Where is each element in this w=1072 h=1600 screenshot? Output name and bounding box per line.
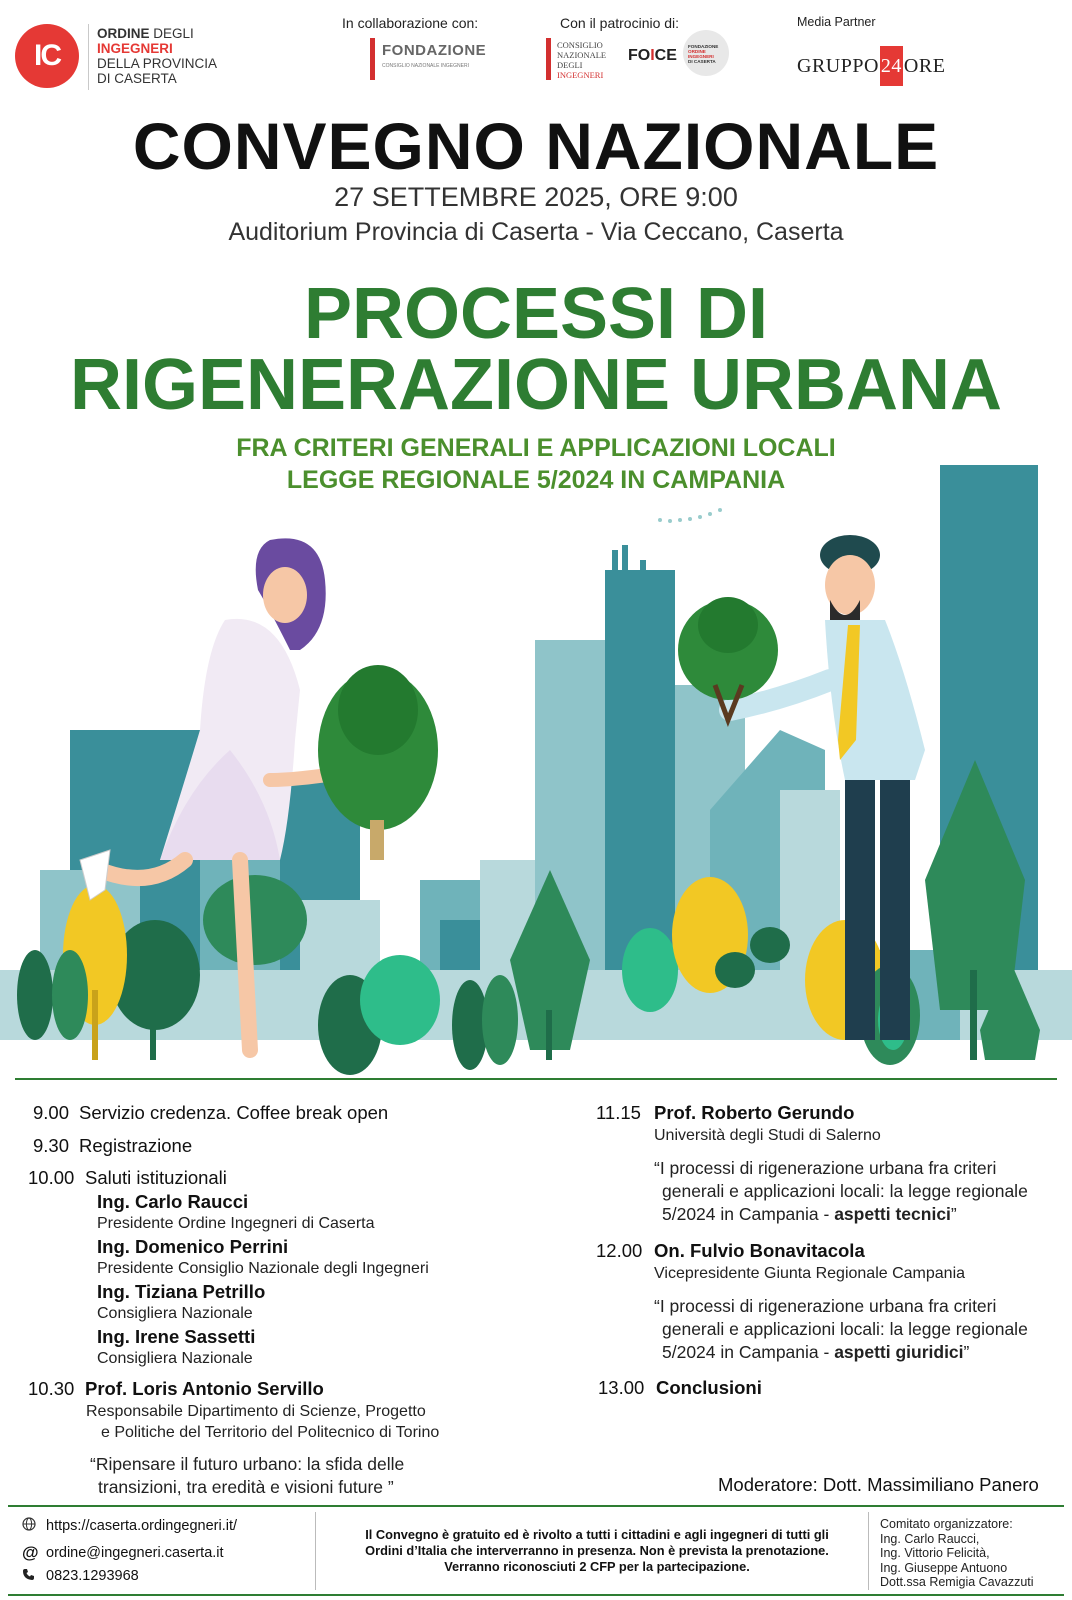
- event-type-title: CONVEGNO NAZIONALE: [132, 109, 940, 183]
- talk-title: 5/2024 in Campania - aspetti giuridici”: [662, 1342, 970, 1362]
- time-slot: 9.00: [33, 1102, 70, 1123]
- org-name: ORDINE DEGLI INGEGNERI DELLA PROVINCIA DI CASERTA: [97, 26, 218, 86]
- speaker-role: e Politiche del Territorio del Politecnico di Torino: [101, 1424, 440, 1441]
- talk-title: transizioni, tra eredità e visioni future ”: [98, 1477, 394, 1497]
- speaker-name: Prof. Roberto Gerundo: [654, 1102, 855, 1123]
- program-item: Conclusioni: [656, 1377, 762, 1398]
- organizing-committee: Comitato organizzatore: Ing. Carlo Raucci, Ing. Vittorio Felicità, Ing. Giuseppe Antuono Dott.ssa Remigia Cavazzuti: [880, 1517, 1034, 1589]
- participation-note: Il Convegno è gratuito ed è rivolto a tutti i cittadini e agli ingegneri di tutti gli Ordini d’Italia che interverranno in presenza. Non è prevista la prenotazione. Verranno riconosciuti 2 CFP per la partecipazione.: [365, 1527, 829, 1574]
- time-slot: 9.30: [33, 1135, 70, 1156]
- ground-line: [15, 1078, 1057, 1080]
- talk-title: generali e applicazioni locali: la legge regionale: [662, 1319, 1028, 1339]
- speaker-name: On. Fulvio Bonavitacola: [654, 1240, 865, 1261]
- phone-link[interactable]: 0823.1293968: [22, 1568, 139, 1584]
- speaker-role: Consigliera Nazionale: [97, 1350, 253, 1367]
- email-link[interactable]: @ ordine@ingegneri.caserta.it: [22, 1543, 224, 1562]
- subtitle-line1: FRA CRITERI GENERALI E APPLICAZIONI LOCALI: [236, 434, 836, 462]
- talk-title: generali e applicazioni locali: la legge regionale: [662, 1181, 1028, 1201]
- ic-logo: IC: [15, 24, 79, 88]
- phone-icon: [22, 1568, 40, 1584]
- time-slot: 10.30: [28, 1378, 75, 1399]
- media-partner-label: Media Partner: [797, 15, 876, 29]
- headline-line1: PROCESSI DI: [303, 274, 769, 354]
- website-link[interactable]: https://caserta.ordingegneri.it/: [22, 1517, 237, 1534]
- footer-top-rule: [8, 1505, 1064, 1507]
- program-item: Registrazione: [79, 1135, 193, 1156]
- at-icon: @: [22, 1543, 39, 1562]
- gruppo24ore-logo: GRUPPO 24 ORE: [797, 46, 945, 86]
- collab-label: In collaborazione con:: [342, 15, 479, 31]
- talk-title: 5/2024 in Campania - aspetti tecnici”: [662, 1204, 957, 1224]
- time-slot: 11.15: [596, 1102, 641, 1123]
- foice-circle-logo: FONDAZIONE ORDINE INGEGNERI DI CASERTA: [683, 30, 729, 76]
- event-venue: Auditorium Provincia di Caserta - Via Ceccano, Caserta: [228, 218, 844, 246]
- time-slot: 12.00: [596, 1240, 643, 1261]
- speaker-name: Ing. Tiziana Petrillo: [97, 1281, 266, 1302]
- footer-divider: [868, 1512, 869, 1590]
- speaker-name: Ing. Irene Sassetti: [97, 1326, 256, 1347]
- speaker-role: Presidente Ordine Ingegneri di Caserta: [97, 1215, 375, 1232]
- footer-bottom-rule: [8, 1594, 1064, 1596]
- time-slot: 13.00: [598, 1377, 645, 1398]
- fondazione-logo: FONDAZIONE CONSIGLIO NAZIONALE INGEGNERI: [370, 38, 480, 82]
- cni-logo: CONSIGLIO NAZIONALE DEGLI INGEGNERI: [546, 38, 622, 82]
- speaker-name: Ing. Domenico Perrini: [97, 1236, 289, 1257]
- header-divider: [88, 24, 89, 90]
- patrocinio-label: Con il patrocinio di:: [560, 15, 680, 31]
- program-item: Servizio credenza. Coffee break open: [79, 1102, 389, 1123]
- subtitle-line2: LEGGE REGIONALE 5/2024 IN CAMPANIA: [286, 466, 786, 494]
- event-date: 27 SETTEMBRE 2025, ORE 9:00: [334, 182, 738, 212]
- speaker-name: Prof. Loris Antonio Servillo: [85, 1378, 324, 1399]
- speaker-role: Presidente Consiglio Nazionale degli Ingegneri: [97, 1260, 429, 1277]
- header: [0, 0, 1072, 110]
- urban-regeneration-illustration: [0, 450, 1072, 1080]
- talk-title: “I processi di rigenerazione urbana fra criteri: [654, 1296, 997, 1316]
- moderator: Moderatore: Dott. Massimiliano Panero: [718, 1474, 1039, 1495]
- globe-icon: [22, 1517, 40, 1534]
- speaker-role: Università degli Studi di Salerno: [654, 1127, 881, 1144]
- time-slot: 10.00: [28, 1167, 75, 1188]
- foice-logo: FOICE: [628, 47, 677, 64]
- talk-title: “Ripensare il futuro urbano: la sfida delle: [90, 1454, 405, 1474]
- headline-line2: RIGENERAZIONE URBANA: [69, 345, 1003, 425]
- speaker-role: Consigliera Nazionale: [97, 1305, 253, 1322]
- speaker-role: Responsabile Dipartimento di Scienze, Progetto: [86, 1403, 426, 1420]
- speaker-role: Vicepresidente Giunta Regionale Campania: [654, 1265, 966, 1282]
- talk-title: “I processi di rigenerazione urbana fra criteri: [654, 1158, 997, 1178]
- decorative-dots: [658, 508, 722, 523]
- footer-divider: [315, 1512, 316, 1590]
- speaker-name: Ing. Carlo Raucci: [97, 1191, 249, 1212]
- program-item: Saluti istituzionali: [85, 1167, 227, 1188]
